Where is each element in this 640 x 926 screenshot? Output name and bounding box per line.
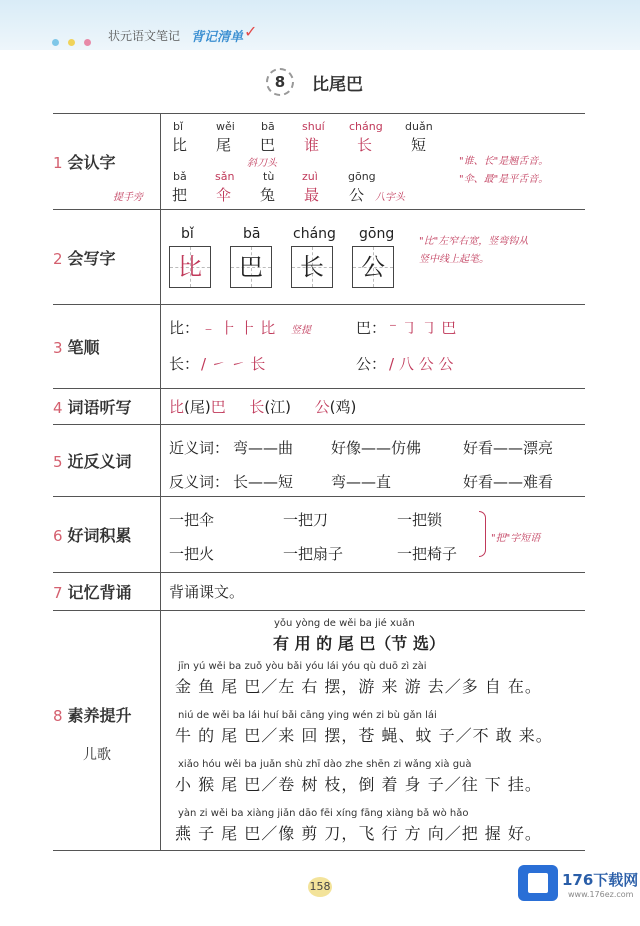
- row-title: 记忆背诵: [67, 583, 132, 602]
- row-title: 笔顺: [67, 338, 100, 357]
- stroke-order: ⁻ ㇆ ㇆ 巴: [389, 319, 457, 337]
- writing-box: [352, 246, 394, 288]
- char: 巴: [260, 136, 276, 154]
- good-word: 一把伞: [169, 511, 215, 529]
- pinyin: bǎ: [173, 170, 187, 183]
- check-icon: ✓: [244, 22, 258, 41]
- antonym-pair: 长——短: [233, 473, 294, 491]
- row-content: [161, 425, 586, 497]
- pinyin: bǐ: [173, 120, 184, 133]
- row-label: [53, 611, 161, 851]
- lesson-title: 比尾巴: [312, 75, 363, 95]
- word-char: 巴: [210, 398, 226, 416]
- row-label: [53, 114, 161, 210]
- good-word: 一把锁: [397, 511, 443, 529]
- good-word: 一把扇子: [283, 545, 344, 563]
- row-number: 3: [53, 339, 63, 357]
- row-label: [53, 497, 161, 573]
- poem-title-pinyin: yǒu yòng de wěi ba jié xuǎn: [274, 618, 415, 629]
- char: 公: [361, 253, 385, 281]
- char: 伞: [216, 186, 232, 204]
- row-title: 好词积累: [67, 526, 132, 545]
- poem-line: 牛 的 尾 巴／来 回 摆，苍 蝇、蚊 子／不 敢 来。: [175, 726, 553, 745]
- recite-text: 背诵课文。: [169, 583, 245, 601]
- table-row: [53, 389, 585, 425]
- header-badge: 背记清单: [191, 30, 244, 45]
- antonym-pair: 好看——难看: [463, 473, 554, 491]
- good-word: 一把火: [169, 545, 215, 563]
- writing-box: [291, 246, 333, 288]
- word-fill: (尾): [184, 398, 211, 416]
- poem-line: 小 猴 尾 巴／卷 树 枝，倒 着 身 子／往 下 挂。: [175, 775, 542, 794]
- word-note: "把"字短语: [491, 533, 541, 544]
- synonym-pair: 弯——曲: [233, 439, 294, 457]
- stroke-order: ﹣ ⺊ ⺊ 比: [201, 319, 276, 337]
- char: 比: [178, 253, 202, 281]
- note-knife: 斜刀头: [247, 158, 277, 169]
- word-fill: (江): [264, 398, 292, 416]
- poem-pinyin: jīn yú wěi ba zuǒ yòu bǎi yóu lái yóu qù duō zì zài: [178, 661, 427, 672]
- watermark-name: 176下载网: [562, 871, 639, 889]
- row-subtitle: 儿歌: [83, 747, 111, 763]
- notes-table: [53, 113, 585, 851]
- row-content: [161, 497, 586, 573]
- word-char: 公: [314, 398, 330, 416]
- row-label: [53, 425, 161, 497]
- pinyin: bǐ: [181, 226, 194, 242]
- pinyin: gōng: [359, 226, 395, 242]
- pinyin: gōng: [348, 170, 376, 183]
- synonym-lead: 近义词：: [169, 439, 230, 457]
- stroke-name: 长：: [169, 355, 200, 373]
- row-label: [53, 305, 161, 389]
- page-header: [0, 0, 640, 50]
- pinyin: wěi: [216, 120, 235, 133]
- poem-line: 金 鱼 尾 巴／左 右 摆，游 来 游 去／多 自 在。: [175, 677, 542, 696]
- word-fill: (鸡): [329, 398, 357, 416]
- table-row: [53, 611, 585, 851]
- char: 短: [411, 136, 427, 154]
- good-word: 一把刀: [283, 511, 329, 529]
- table-row: [53, 305, 585, 389]
- dot-yellow: [68, 39, 75, 46]
- char: 把: [172, 186, 188, 204]
- row-title: 会写字: [67, 248, 116, 268]
- char: 比: [172, 136, 188, 154]
- stroke-name: 比：: [169, 319, 200, 337]
- row-title: 素养提升: [67, 706, 132, 725]
- good-word: 一把椅子: [397, 545, 458, 563]
- row-title: 近反义词: [67, 452, 132, 471]
- note-rule2: "伞、最"是平舌音。: [459, 174, 549, 185]
- row-content: [161, 210, 586, 305]
- char: 谁: [304, 136, 320, 154]
- table-row: [53, 497, 585, 573]
- poem-pinyin: niú de wěi ba lái huí bǎi cāng ying wén zi bù gǎn lái: [178, 710, 437, 721]
- table-row: [53, 114, 585, 210]
- row-number: 5: [53, 453, 63, 471]
- table-row: [53, 210, 585, 305]
- poem-pinyin: xiǎo hóu wěi ba juǎn shù zhī dào zhe shēn zi wǎng xià guà: [178, 759, 472, 770]
- stroke-name: 公：: [356, 355, 387, 373]
- synonym-pair: 好像——仿佛: [331, 439, 422, 457]
- table-row: [53, 425, 585, 497]
- pinyin: tù: [263, 170, 275, 183]
- watermark-logo-icon: [518, 865, 558, 901]
- brace: [479, 511, 486, 557]
- row-content: [161, 305, 586, 389]
- char: 兔: [260, 186, 276, 204]
- row-content: [161, 611, 586, 851]
- char: 公: [349, 186, 365, 204]
- synonym-pair: 好看——漂亮: [463, 439, 554, 457]
- pinyin: zuì: [302, 170, 318, 183]
- pinyin: bā: [243, 226, 261, 242]
- pinyin: sǎn: [215, 170, 235, 183]
- poem-line: 燕 子 尾 巴／像 剪 刀，飞 行 方 向／把 握 好。: [175, 824, 542, 843]
- row-content: [113, 114, 586, 210]
- row-number: 2: [53, 249, 63, 268]
- row-title: 会认字: [67, 153, 116, 172]
- row-content: [161, 389, 586, 425]
- lesson-number: 8: [266, 68, 294, 96]
- pinyin: cháng: [293, 226, 336, 242]
- row-number: 6: [53, 527, 63, 545]
- note-rule1: "谁、长"是翘舌音。: [459, 156, 549, 167]
- writing-note: 竖中线上起笔。: [419, 254, 489, 265]
- header-title: 状元语文笔记: [108, 29, 181, 43]
- word-char: 长: [249, 398, 265, 416]
- pinyin: bā: [261, 120, 275, 133]
- word-char: 比: [169, 398, 185, 416]
- stroke-order: / 八 公 公: [389, 355, 454, 373]
- pinyin: cháng: [349, 120, 383, 133]
- row-number: 4: [53, 399, 63, 417]
- row-number: 8: [53, 707, 63, 725]
- row-number: 1: [53, 154, 63, 172]
- antonym-pair: 弯——直: [331, 473, 392, 491]
- dot-pink: [84, 39, 91, 46]
- char: 巴: [239, 253, 263, 281]
- row-number: 7: [53, 584, 63, 602]
- watermark-url: www.176ez.com: [568, 890, 634, 899]
- pinyin: shuí: [302, 120, 325, 133]
- stroke-note: 竖提: [291, 325, 311, 336]
- char: 尾: [216, 136, 232, 154]
- char: 最: [304, 186, 320, 204]
- stroke-order: / ㇀ ㇀ 长: [201, 355, 266, 373]
- pinyin: duǎn: [405, 120, 433, 133]
- row-content: [161, 573, 586, 611]
- writing-note: "比"左窄右宽，竖弯钩从: [419, 236, 529, 247]
- dot-blue: [52, 39, 59, 46]
- page-number: 158: [308, 877, 332, 897]
- poem-title: 有 用 的 尾 巴（节 选）: [273, 634, 445, 653]
- header-dots: [52, 31, 100, 50]
- note-eight: 八字头: [375, 192, 405, 203]
- row-label: [53, 573, 161, 611]
- writing-box: [169, 246, 211, 288]
- poem-pinyin: yàn zi wěi ba xiàng jiǎn dāo fēi xíng fāng xiàng bǎ wò hǎo: [178, 808, 469, 819]
- antonym-lead: 反义词：: [169, 473, 230, 491]
- note-hand: 提手旁: [113, 192, 143, 203]
- row-label: [53, 210, 161, 305]
- stroke-name: 巴：: [356, 319, 387, 337]
- char: 长: [357, 136, 373, 154]
- row-label: [53, 389, 161, 425]
- row-title: 词语听写: [67, 398, 132, 417]
- char: 长: [300, 253, 324, 281]
- table-row: [53, 573, 585, 611]
- writing-box: [230, 246, 272, 288]
